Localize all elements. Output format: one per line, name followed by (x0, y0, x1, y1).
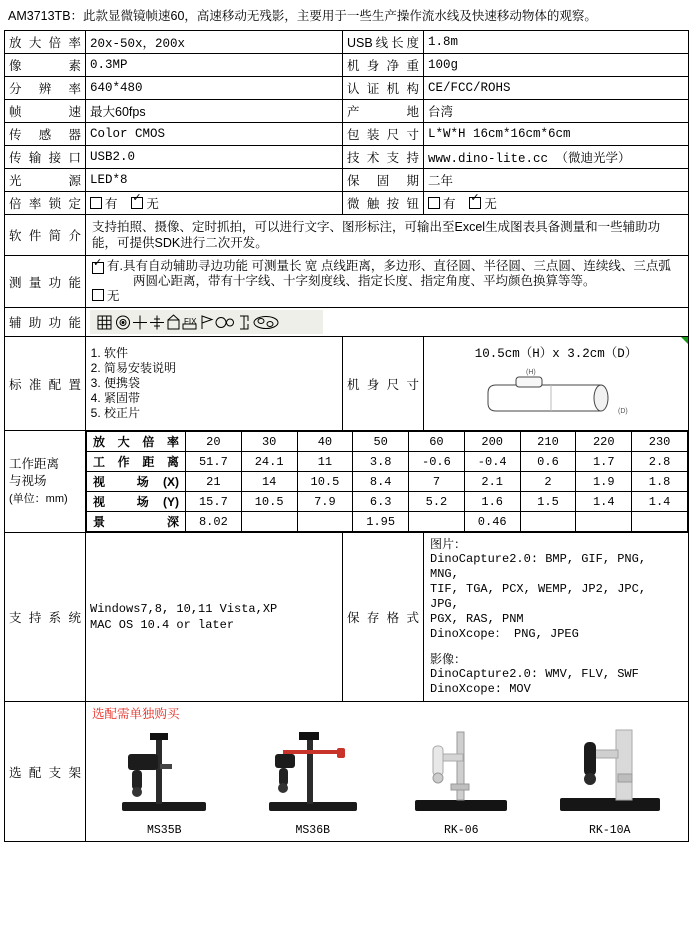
spec-value-warranty: 二年 (424, 169, 689, 192)
working-label-line2: 与视场 (9, 473, 47, 488)
stand-name: MS36B (295, 824, 330, 837)
stand-item (396, 724, 526, 837)
cell (409, 512, 465, 532)
spec-label-framerate: 帧速 (5, 100, 86, 123)
flag-icon (202, 316, 212, 329)
cell: 1.5 (520, 492, 576, 512)
fix-text-icon (183, 317, 197, 329)
working-distance-table-cell (86, 431, 689, 533)
frame-icon (240, 316, 248, 329)
standard-config-list (86, 337, 343, 431)
spec-value-support: www.dino-lite.cc （微迪光学） (424, 146, 689, 169)
save-format-value (424, 533, 689, 702)
dimension-value: 10.5cm（H）x 3.2cm（D） (474, 347, 638, 361)
row-header-depth: 景 深 (87, 512, 186, 532)
stand-name: MS35B (146, 824, 182, 837)
row-label-measurement: 测量功能 (5, 256, 86, 308)
spec-label-certification: 认证机构 (343, 77, 424, 100)
spec-value-mag-lock (86, 192, 343, 215)
table-row (5, 256, 689, 308)
cell: 2.8 (632, 452, 688, 472)
cell: 10.5 (241, 492, 297, 512)
spec-value-magnification: 20x-50x，200x (86, 31, 343, 54)
spec-label-light-source: 光源 (5, 169, 86, 192)
cell: 20 (186, 432, 242, 452)
spec-value-framerate: 最大60fps (86, 100, 343, 123)
measurement-option-yes (92, 259, 682, 289)
cell: 0.46 (464, 512, 520, 532)
system-value (86, 533, 343, 702)
spec-label-warranty: 保固期 (343, 169, 424, 192)
row-header-magnification: 放大倍率 (87, 432, 186, 452)
spec-value-interface: USB2.0 (86, 146, 343, 169)
device-illustration (428, 339, 684, 428)
cell: 5.2 (409, 492, 465, 512)
table-row (5, 308, 689, 337)
checkbox-mag-lock-no[interactable] (131, 197, 143, 209)
table-row (5, 31, 689, 54)
cell: 30 (241, 432, 297, 452)
crosshair-icon (133, 316, 147, 330)
stand-ms36b-image (253, 724, 373, 819)
microscope-diagram (456, 363, 656, 423)
cell (241, 512, 297, 532)
body-dimension-cell (424, 337, 689, 431)
cell: 0.6 (520, 452, 576, 472)
grid-icon (98, 316, 111, 329)
cell: 1.9 (576, 472, 632, 492)
cell: 1.7 (576, 452, 632, 472)
stand-rk10a-image (550, 724, 670, 819)
measurement-no-label: 无 (107, 289, 120, 303)
cell: -0.4 (464, 452, 520, 472)
table-row (5, 77, 689, 100)
spec-label-sensor: 传感器 (5, 123, 86, 146)
cell (297, 512, 353, 532)
dimension-mark-h: (H) (526, 369, 536, 376)
table-row (5, 146, 689, 169)
cell: 11 (297, 452, 353, 472)
row-label-stands: 选配支架 (5, 702, 86, 842)
aux-toolbar (86, 308, 689, 337)
row-label-working-distance (5, 431, 86, 533)
checkbox-measure-no[interactable] (92, 289, 104, 301)
stand-name: RK-06 (443, 824, 479, 837)
spec-value-sensor: Color CMOS (86, 123, 343, 146)
system-line-windows: Windows7,8, 10,11 Vista,XP (90, 602, 278, 616)
stand-item (248, 724, 378, 837)
product-intro: AM3713TB：此款显微镜帧速60，高速移动无残影，主要用于一些生产操作流水线及快速移动物体的观察。 (8, 9, 597, 23)
checkbox-touch-yes[interactable] (428, 197, 440, 209)
stands-gallery (88, 722, 686, 837)
spec-label-touch-button: 微触按钮 (343, 192, 424, 215)
stand-name: RK-10A (589, 824, 631, 837)
cell: -0.6 (409, 452, 465, 472)
checkbox-label-yes-2: 有 (443, 197, 456, 211)
fix-icon (168, 315, 179, 329)
table-row (5, 215, 689, 256)
stand-rk06-image (401, 724, 521, 819)
cell: 60 (409, 432, 465, 452)
spec-value-touch-button (424, 192, 689, 215)
list-item: 2. 简易安装说明 (104, 361, 340, 376)
cell: 1.8 (632, 472, 688, 492)
format-image-line: TIF, TGA, PCX, WEMP, JP2, JPC, JPG, (430, 582, 647, 611)
spec-value-package-size: L*W*H 16cm*16cm*6cm (424, 123, 689, 146)
cell: 1.95 (353, 512, 409, 532)
table-row (87, 472, 688, 492)
list-item: 4. 紧固带 (104, 391, 340, 406)
format-image-line: DinoXcope： PNG, JPEG (430, 627, 579, 641)
row-label-body-dimensions: 机身尺寸 (343, 337, 424, 431)
row-label-system: 支持系统 (5, 533, 86, 702)
spec-label-pixel: 像素 (5, 54, 86, 77)
table-row (87, 512, 688, 532)
measurement-text-line1: 有.具有自动辅助寻边功能 可测量长 宽 点线距离，多边形、直径圆、半径圆、三点圆、连续线、三点弧 (107, 259, 671, 273)
stand-item (99, 724, 229, 837)
table-row (5, 337, 689, 431)
spec-label-origin: 产地 (343, 100, 424, 123)
system-line-mac: MAC OS 10.4 or later (90, 618, 235, 632)
spec-label-interface: 传输接口 (5, 146, 86, 169)
cell (520, 512, 576, 532)
table-row (5, 431, 689, 533)
table-row (87, 432, 688, 452)
list-item: 3. 便携袋 (104, 376, 340, 391)
dimension-mark-d: (D) (618, 408, 628, 415)
table-row (5, 123, 689, 146)
spec-value-certification: CE/FCC/ROHS (424, 77, 689, 100)
measurement-option-no (92, 289, 682, 304)
spec-value-origin: 台湾 (424, 100, 689, 123)
list-item: 5. 校正片 (104, 406, 340, 421)
circles-icon (216, 318, 234, 328)
cell: 220 (576, 432, 632, 452)
cell: 8.02 (186, 512, 242, 532)
row-header-fov-x: 视 场(X) (87, 472, 186, 492)
table-row (87, 492, 688, 512)
checkbox-measure-yes[interactable] (92, 262, 104, 274)
cell: 210 (520, 432, 576, 452)
spec-label-support: 技术支持 (343, 146, 424, 169)
spec-value-usb-length: 1.8m (424, 31, 689, 54)
spec-label-magnification: 放大倍率 (5, 31, 86, 54)
measurement-text-line2: 两圆心距离，带有十字线、十字刻度线、指定长度、指定角度、平均颜色换算等等。 (133, 274, 596, 288)
target-circle-icon (117, 316, 130, 329)
list-item: 1. 软件 (104, 346, 340, 361)
format-video-line: DinoCapture2.0: WMV, FLV, SWF (430, 667, 639, 681)
cell: 200 (464, 432, 520, 452)
shapes-icon (254, 317, 278, 329)
row-label-aux: 辅助功能 (5, 308, 86, 337)
row-label-standard-config: 标准配置 (5, 337, 86, 431)
cell: 1.6 (464, 492, 520, 512)
format-video-heading: 影像： (430, 652, 467, 666)
working-label-unit: (单位：mm) (9, 492, 68, 505)
cell: 8.4 (353, 472, 409, 492)
row-label-software: 软件简介 (5, 215, 86, 256)
spec-value-weight: 100g (424, 54, 689, 77)
software-description: 支持拍照、摄像、定时抓拍，可以进行文字、图形标注，可输出至Excel生成图表具备测量和一些辅助功能，可提供SDK进行二次开发。 (86, 215, 689, 256)
checkbox-label-no-2: 无 (484, 197, 497, 211)
working-distance-table (86, 431, 688, 532)
spec-label-resolution: 分辨率 (5, 77, 86, 100)
crosshair-dot-icon (150, 316, 164, 330)
row-header-working-distance: 工作距离 (87, 452, 186, 472)
table-row (87, 452, 688, 472)
cell: 50 (353, 432, 409, 452)
aux-icon-strip (90, 310, 323, 334)
spec-value-light-source: LED*8 (86, 169, 343, 192)
checkbox-touch-no[interactable] (469, 197, 481, 209)
cell: 10.5 (297, 472, 353, 492)
spec-label-weight: 机身净重 (343, 54, 424, 77)
table-row (5, 169, 689, 192)
cell: 2.1 (464, 472, 520, 492)
cell: 51.7 (186, 452, 242, 472)
cell: 14 (241, 472, 297, 492)
cell: 6.3 (353, 492, 409, 512)
checkbox-label-no: 无 (146, 197, 159, 211)
format-image-line: DinoCapture2.0: BMP, GIF, PNG, MNG, (430, 552, 647, 581)
measurement-options (86, 256, 689, 308)
table-row (5, 533, 689, 702)
checkbox-mag-lock-yes[interactable] (90, 197, 102, 209)
spec-value-resolution: 640*480 (86, 77, 343, 100)
spec-label-usb-length: USB线长度 (343, 31, 424, 54)
table-row (5, 702, 689, 842)
cell: 7.9 (297, 492, 353, 512)
stand-ms35b-image (104, 724, 224, 819)
format-image-heading: 图片： (430, 537, 467, 551)
format-video-line: DinoXcope: MOV (430, 682, 531, 696)
stands-cell (86, 702, 689, 842)
cell: 15.7 (186, 492, 242, 512)
cell: 2 (520, 472, 576, 492)
table-row (5, 54, 689, 77)
cell (632, 512, 688, 532)
spec-value-pixel: 0.3MP (86, 54, 343, 77)
row-label-save-format: 保存格式 (343, 533, 424, 702)
cell (576, 512, 632, 532)
cell: 40 (297, 432, 353, 452)
cell: 1.4 (576, 492, 632, 512)
cell: 1.4 (632, 492, 688, 512)
stand-item (545, 724, 675, 837)
checkbox-label-yes: 有 (105, 197, 118, 211)
working-label-line1: 工作距离 (9, 456, 60, 471)
cell: 230 (632, 432, 688, 452)
format-image-line: PGX, RAS, PNM (430, 612, 524, 626)
spec-label-package-size: 包装尺寸 (343, 123, 424, 146)
table-row (5, 192, 689, 215)
stands-note: 选配需单独购买 (92, 707, 180, 721)
spec-label-mag-lock: 倍率锁定 (5, 192, 86, 215)
table-row (5, 100, 689, 123)
cell: 21 (186, 472, 242, 492)
svg-text:FIX: FIX (184, 317, 197, 326)
row-header-fov-y: 视 场(Y) (87, 492, 186, 512)
cell: 3.8 (353, 452, 409, 472)
cell: 7 (409, 472, 465, 492)
cell: 24.1 (241, 452, 297, 472)
spec-table (4, 30, 689, 842)
aux-icons-svg (94, 312, 319, 332)
